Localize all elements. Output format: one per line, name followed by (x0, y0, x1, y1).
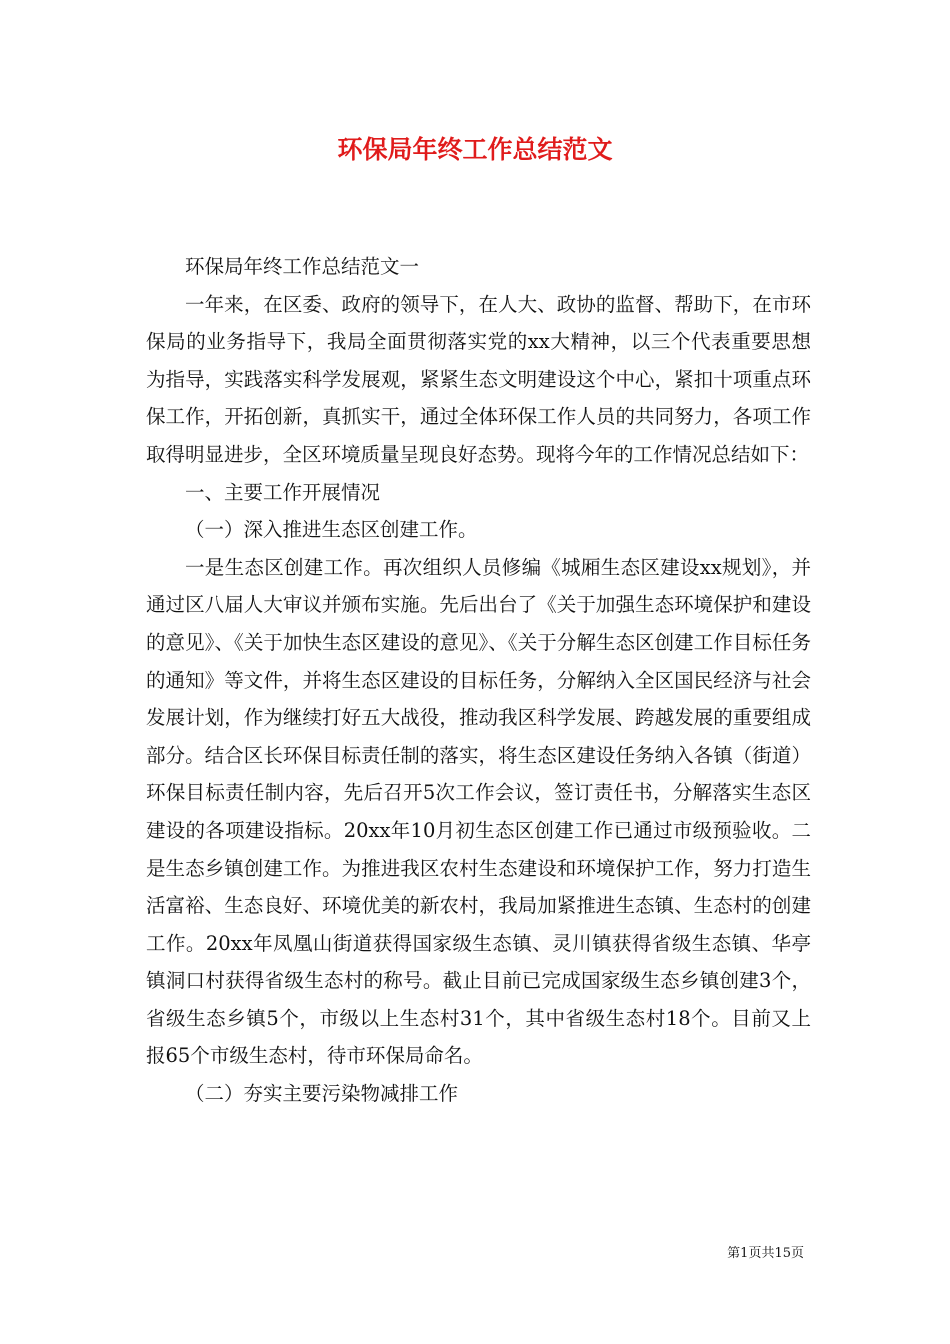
page-number: 第1页共15页 (727, 1246, 804, 1261)
document-body (146, 248, 811, 1113)
paragraph-eco-zone-details: 一是生态区创建工作。再次组织人员修编《城厢生态区建设xx规划》，并通过区八届人大审议并颁布实施。先后出台了《关于加强生态环境保护和建设的意见》、《关于加快生态区建设的意见》、《关于分解生态区创建工作目标任务的通知》等文件，并将生态区建设的目标任务，分解纳入全区国民经济与社会发展计划，作为继续打好五大战役，推动我区科学发展、跨越发展的重要组成部分。结合区长环保目标责任制的落实，将生态区建设任务纳入各镇（街道）环保目标责任制内容，先后召开5次工作会议，签订责任书，分解落实生态区建设的各项建设指标。20xx年10月初生态区创建工作已通过市级预验收。二是生态乡镇创建工作。为推进我区农村生态建设和环境保护工作，努力打造生活富裕、生态良好、环境优美的新农村，我局加紧推进生态镇、生态村的创建工作。20xx年凤凰山街道获得国家级生态镇、灵川镇获得省级生态镇、华亭镇洞口村获得省级生态村的称号。截止目前已完成国家级生态乡镇创建3个，省级生态乡镇5个，市级以上生态村31个，其中省级生态村18个。目前又上报65个市级生态村，待市环保局命名。 (146, 555, 811, 1068)
subsection-heading-emission-reduction: （二）夯实主要污染物减排工作 (185, 1082, 459, 1106)
subsection-heading-eco-zone: （一）深入推进生态区创建工作。 (185, 518, 478, 542)
paragraph-intro: 一年来，在区委、政府的领导下，在人大、政协的监督、帮助下，在市环保局的业务指导下，我局全面贯彻落实党的xx大精神，以三个代表重要思想为指导，实践落实科学发展观，紧紧生态文明建设这个中心，紧扣十项重点环保工作，开拓创新，真抓实干，通过全体环保工作人员的共同努力，各项工作取得明显进步，全区环境质量呈现良好态势。现将今年的工作情况总结如下： (146, 292, 811, 466)
document-title: 环保局年终工作总结范文 (337, 135, 613, 164)
paragraph-subtitle: 环保局年终工作总结范文一 (185, 255, 420, 278)
section-heading-main-work: 一、主要工作开展情况 (185, 480, 381, 504)
